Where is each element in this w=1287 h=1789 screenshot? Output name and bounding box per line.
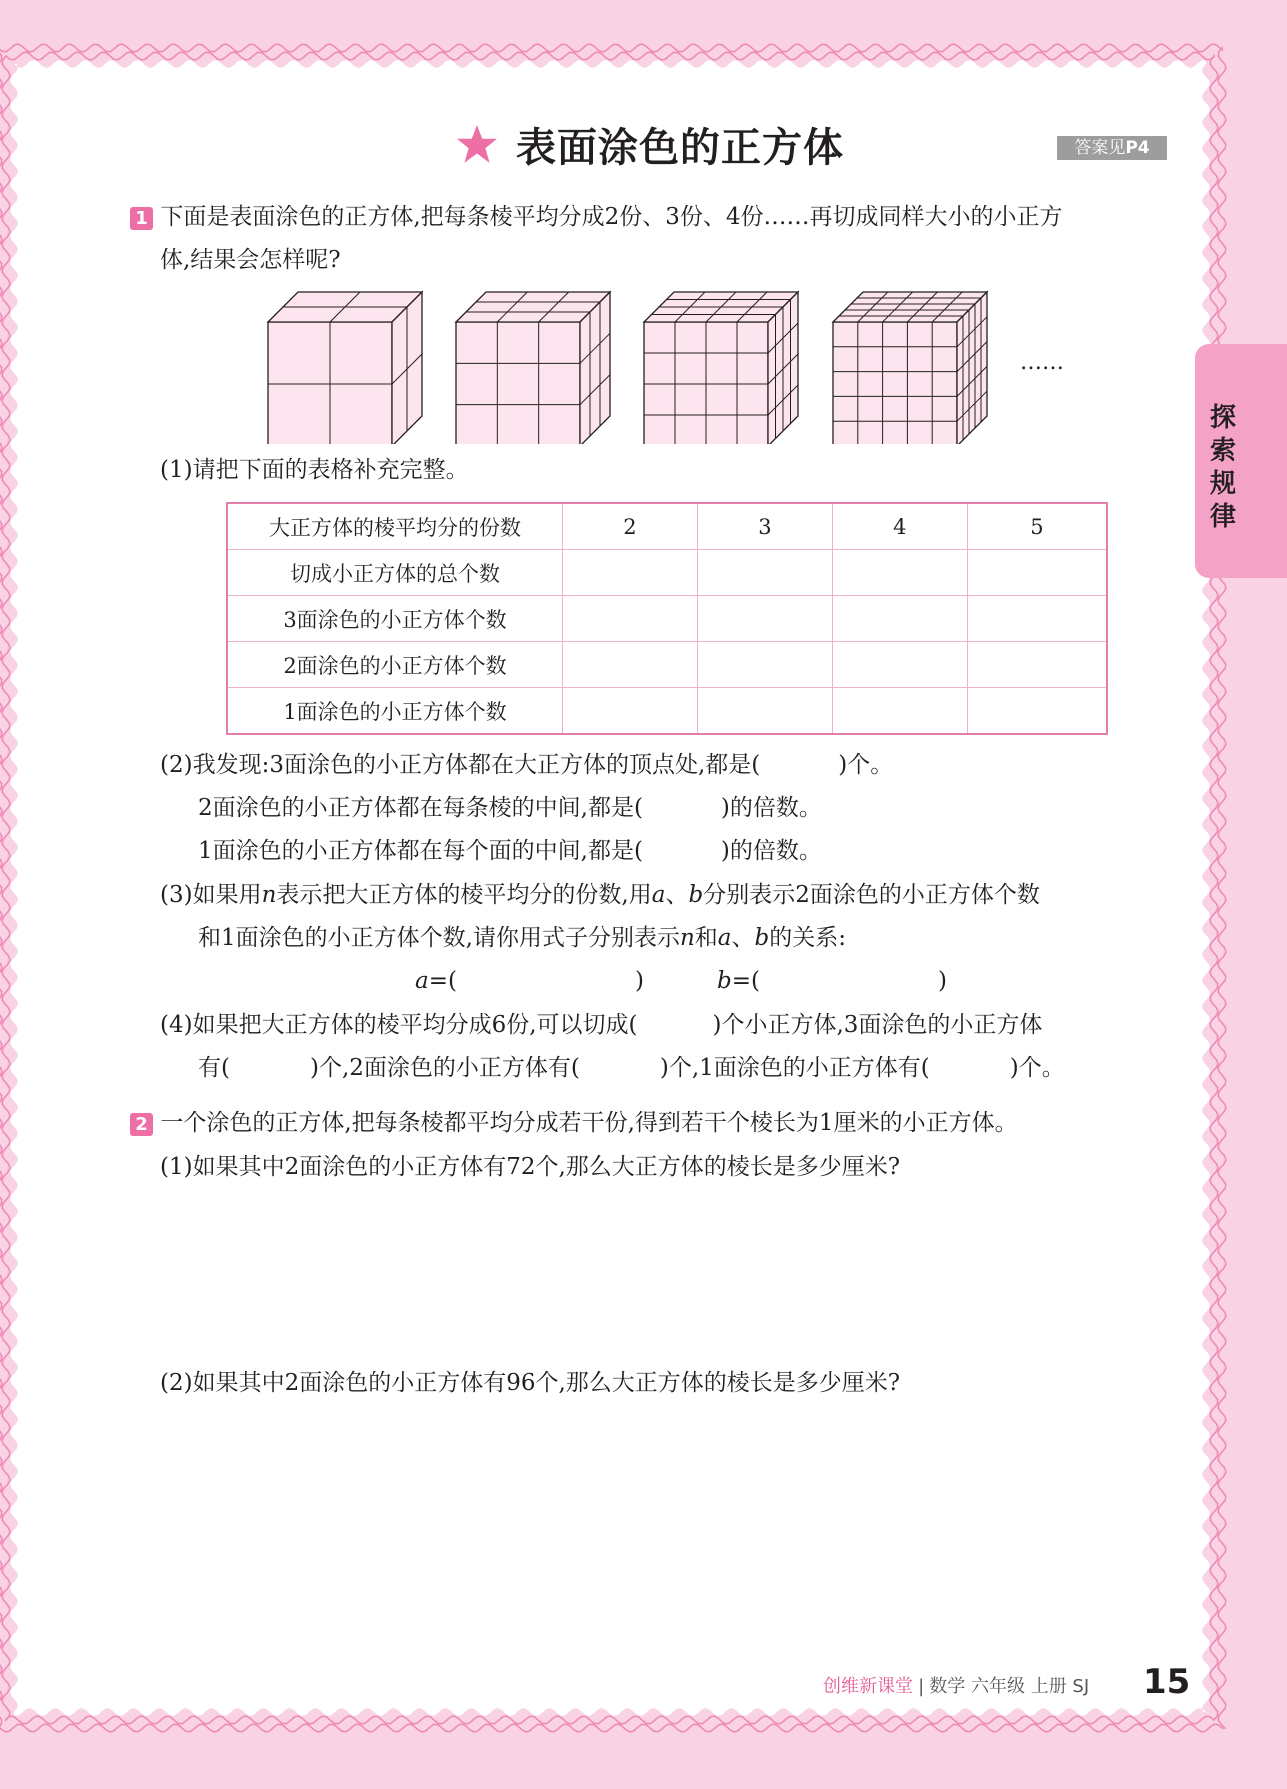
footer-brand: 创维新课堂 bbox=[823, 1676, 913, 1697]
footer-divider: | bbox=[918, 1676, 925, 1697]
table-header-cell: 2 bbox=[563, 503, 698, 550]
answer-cell[interactable] bbox=[967, 688, 1107, 735]
q1-part3-line2: 和1面涂色的小正方体个数,请你用式子分别表示n和a、b的关系: bbox=[198, 925, 846, 951]
answer-cell[interactable] bbox=[967, 596, 1107, 642]
answer-cell[interactable] bbox=[563, 688, 698, 735]
q1-part2-line1: (2)我发现:3面涂色的小正方体都在大正方体的顶点处,都是( )个。 bbox=[160, 752, 894, 778]
footer-subject: 数学 六年级 上册 SJ bbox=[929, 1676, 1090, 1697]
formula-b: b=( ) bbox=[717, 968, 947, 994]
answer-cell[interactable] bbox=[832, 642, 967, 688]
side-tab-label: 探索规律 bbox=[1209, 403, 1236, 532]
table-row-label: 1面涂色的小正方体个数 bbox=[227, 688, 563, 735]
answer-cell[interactable] bbox=[697, 688, 832, 735]
page-title: 表面涂色的正方体 bbox=[516, 124, 844, 171]
answer-cell[interactable] bbox=[697, 596, 832, 642]
answer-cell[interactable] bbox=[967, 550, 1107, 596]
q1-part2-line3: 1面涂色的小正方体都在每个面的中间,都是( )的倍数。 bbox=[198, 838, 822, 864]
cube-ellipsis: …… bbox=[1020, 350, 1064, 375]
cube-figure bbox=[833, 292, 987, 444]
table-header-cell: 5 bbox=[967, 503, 1107, 550]
answer-cell[interactable] bbox=[832, 688, 967, 735]
q1-part2-line2: 2面涂色的小正方体都在每条棱的中间,都是( )的倍数。 bbox=[198, 795, 822, 821]
q2-part1: (1)如果其中2面涂色的小正方体有72个,那么大正方体的棱长是多少厘米? bbox=[160, 1154, 901, 1180]
q2-line bbox=[130, 1108, 1018, 1138]
table-header-cell: 4 bbox=[832, 503, 967, 550]
q2-text: 一个涂色的正方体,把每条棱都平均分成若干份,得到若干个棱长为1厘米的小正方体。 bbox=[160, 1110, 1018, 1136]
table-row-label: 2面涂色的小正方体个数 bbox=[227, 642, 563, 688]
q1-number-badge: 1 bbox=[130, 207, 153, 230]
table-row bbox=[227, 642, 1107, 688]
q1-part4-line2: 有( )个,2面涂色的小正方体有( )个,1面涂色的小正方体有( )个。 bbox=[198, 1055, 1065, 1081]
cube-figure bbox=[644, 292, 798, 444]
answer-cell[interactable] bbox=[697, 550, 832, 596]
q2-number-badge: 2 bbox=[130, 1113, 153, 1136]
table-header-cell: 大正方体的棱平均分的份数 bbox=[227, 503, 563, 550]
q1-part4-line1: (4)如果把大正方体的棱平均分成6份,可以切成( )个小正方体,3面涂色的小正方体 bbox=[160, 1012, 1043, 1038]
answer-cell[interactable] bbox=[967, 642, 1107, 688]
answer-cell[interactable] bbox=[832, 596, 967, 642]
cube-figure bbox=[268, 292, 422, 444]
table-row bbox=[227, 550, 1107, 596]
q1-text-line1: 下面是表面涂色的正方体,把每条棱平均分成2份、3份、4份……再切成同样大小的小正方 bbox=[160, 204, 1063, 230]
cube-figures bbox=[260, 288, 1010, 444]
answer-reference: 答案见P4 bbox=[1057, 136, 1167, 160]
star-icon bbox=[456, 123, 498, 165]
cube-figure bbox=[456, 292, 610, 444]
footer-info bbox=[823, 1672, 1089, 1698]
table-row-label: 切成小正方体的总个数 bbox=[227, 550, 563, 596]
q1-text-line2: 体,结果会怎样呢? bbox=[160, 247, 341, 273]
results-table bbox=[226, 502, 1108, 735]
formula-a: a=( ) bbox=[415, 968, 644, 994]
answer-cell[interactable] bbox=[563, 642, 698, 688]
q1-part3-line1: (3)如果用n表示把大正方体的棱平均分的份数,用a、b分别表示2面涂色的小正方体个数 bbox=[160, 882, 1040, 908]
table-row-label: 3面涂色的小正方体个数 bbox=[227, 596, 563, 642]
page-number: 15 bbox=[1143, 1662, 1191, 1702]
table-header-cell: 3 bbox=[697, 503, 832, 550]
answer-cell[interactable] bbox=[832, 550, 967, 596]
q1-part1: (1)请把下面的表格补充完整。 bbox=[160, 457, 469, 483]
table-row bbox=[227, 688, 1107, 735]
q2-part2: (2)如果其中2面涂色的小正方体有96个,那么大正方体的棱长是多少厘米? bbox=[160, 1370, 901, 1396]
page-title-block bbox=[456, 120, 844, 171]
table-row bbox=[227, 596, 1107, 642]
answer-cell[interactable] bbox=[563, 550, 698, 596]
answer-cell[interactable] bbox=[697, 642, 832, 688]
answer-cell[interactable] bbox=[563, 596, 698, 642]
table-row bbox=[227, 503, 1107, 550]
q1-line1 bbox=[130, 202, 1063, 232]
